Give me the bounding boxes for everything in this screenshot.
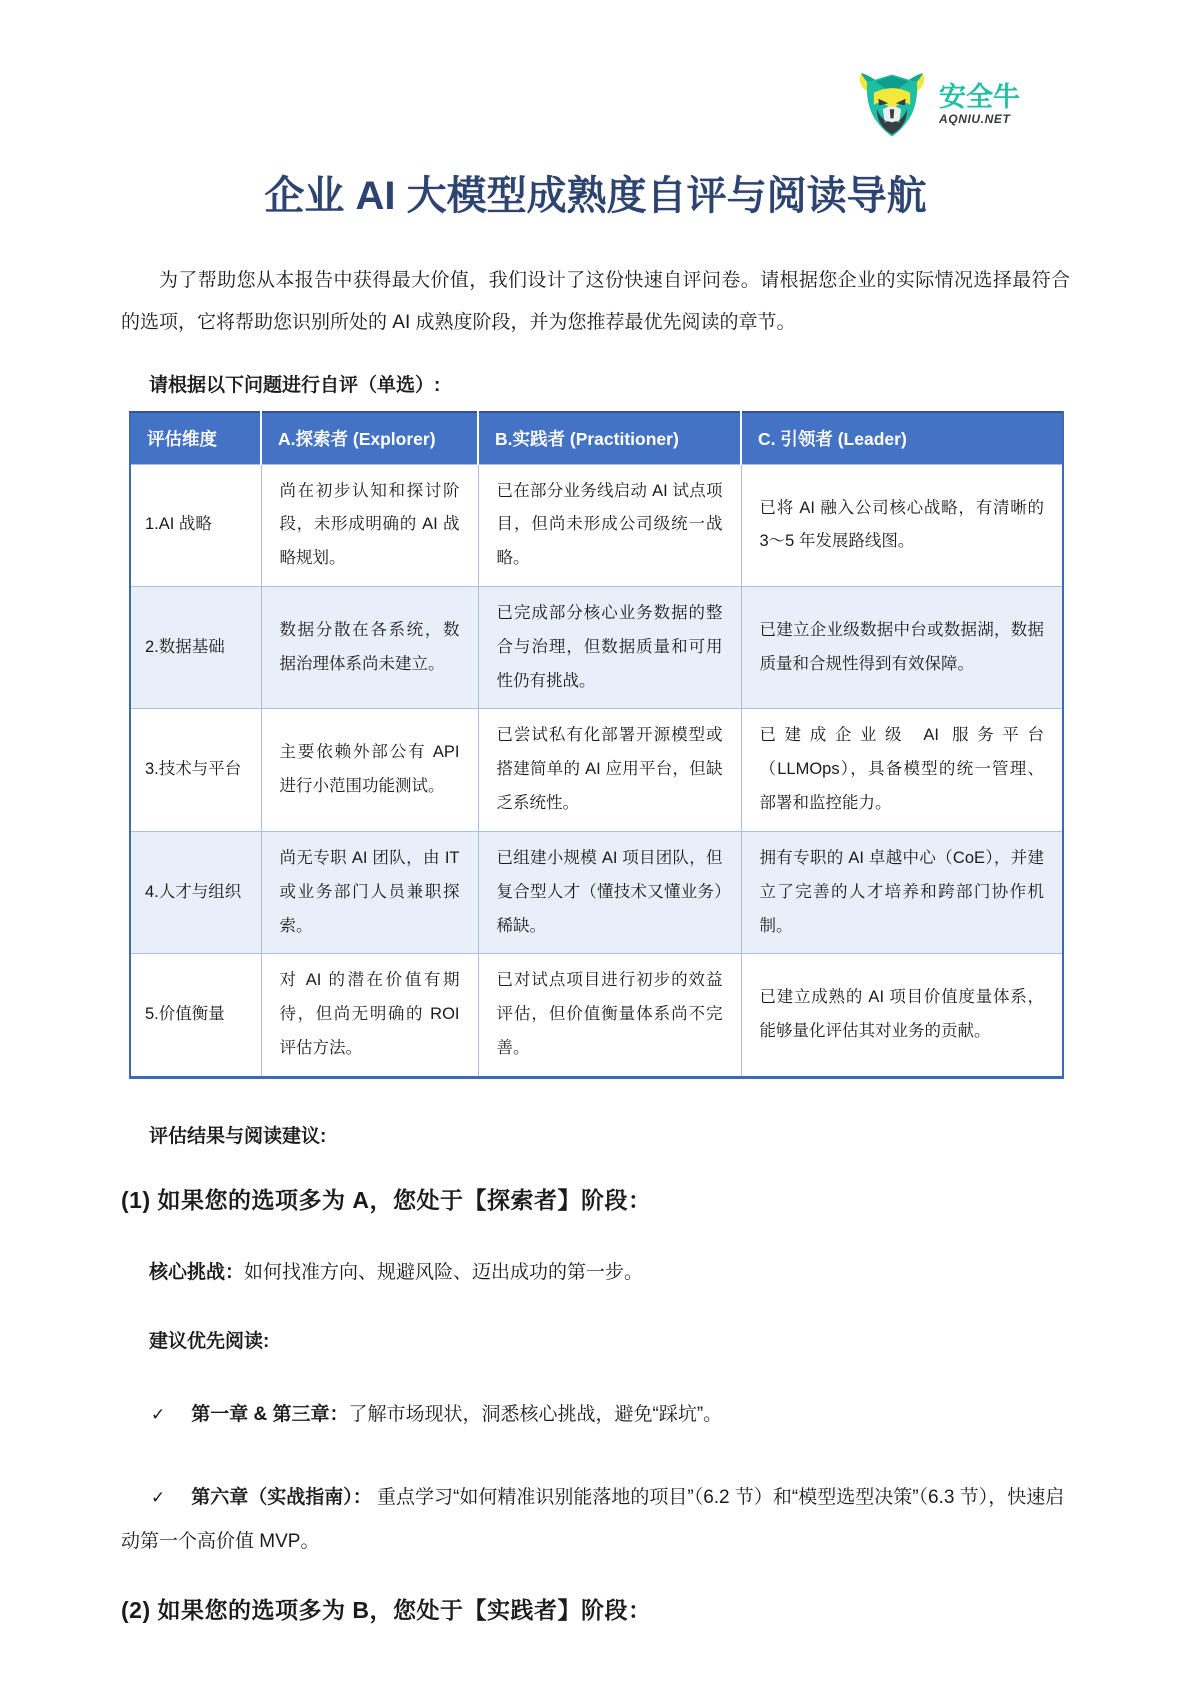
option-b-cell: 已组建小规模 AI 项目团队，但复合型人才（懂技术又懂业务）稀缺。 bbox=[478, 831, 741, 953]
option-b-cell: 已对试点项目进行初步的效益评估，但价值衡量体系尚不完善。 bbox=[478, 954, 741, 1077]
stage-practitioner-heading: (2) 如果您的选项多为 B，您处于【实践者】阶段： bbox=[121, 1596, 652, 1623]
option-c-cell: 已建立企业级数据中台或数据湖，数据质量和合规性得到有效保障。 bbox=[741, 587, 1063, 709]
bullet-1-text: 了解市场现状，洞悉核心挑战，避免“踩坑”。 bbox=[348, 1403, 723, 1425]
core-challenge-line bbox=[149, 1257, 1070, 1284]
aqniu-logo bbox=[854, 70, 1020, 138]
core-challenge-label: 核心挑战： bbox=[149, 1261, 245, 1283]
column-header-leader: C. 引领者 (Leader) bbox=[741, 412, 1063, 465]
option-c-cell: 拥有专职的 AI 卓越中心（CoE），并建立了完善的人才培养和跨部门协作机制。 bbox=[741, 831, 1063, 953]
option-a-cell: 主要依赖外部公有 API 进行小范围功能测试。 bbox=[261, 709, 478, 831]
table-row bbox=[130, 831, 1063, 953]
survey-prompt: 请根据以下问题进行自评（单选）: bbox=[149, 374, 441, 396]
column-header-explorer: A.探索者 (Explorer) bbox=[261, 412, 478, 465]
table-row bbox=[130, 464, 1063, 586]
check-icon: ✓ bbox=[151, 1404, 166, 1424]
results-heading: 评估结果与阅读建议: bbox=[149, 1125, 327, 1147]
option-c-cell: 已建成企业级 AI 服务平台（LLMOps），具备模型的统一管理、部署和监控能力。 bbox=[741, 709, 1063, 831]
intro-paragraph: 为了帮助您从本报告中获得最大价值，我们设计了这份快速自评问卷。请根据您企业的实际情况选择最符合的选项，它将帮助您识别所处的 AI 成熟度阶段，并为您推荐最优先阅读的章节。 bbox=[121, 270, 1070, 333]
dimension-cell: 4.人才与组织 bbox=[130, 831, 261, 953]
core-challenge-text: 如何找准方向、规避风险、迈出成功的第一步。 bbox=[244, 1261, 644, 1283]
option-a-cell: 数据分散在各系统，数据治理体系尚未建立。 bbox=[261, 587, 478, 709]
reading-bullet-1 bbox=[121, 1393, 1070, 1437]
page-title: 企业 AI 大模型成熟度自评与阅读导航 bbox=[264, 174, 927, 218]
option-a-cell: 对 AI 的潜在价值有期待，但尚无明确的 ROI 评估方法。 bbox=[261, 954, 478, 1077]
stage-explorer-heading: (1) 如果您的选项多为 A，您处于【探索者】阶段： bbox=[121, 1186, 652, 1213]
option-b-cell: 已尝试私有化部署开源模型或搭建简单的 AI 应用平台，但缺乏系统性。 bbox=[478, 709, 741, 831]
option-a-cell: 尚在初步认知和探讨阶段，未形成明确的 AI 战略规划。 bbox=[261, 464, 478, 586]
bullet-1-chapters: 第一章 & 第三章： bbox=[191, 1403, 349, 1425]
table-row bbox=[130, 587, 1063, 709]
column-header-practitioner: B.实践者 (Practitioner) bbox=[478, 412, 741, 465]
bullet-2-text: 重点学习“如何精准识别能落地的项目”（6.2 节）和“模型选型决策”（6.3 节），快速启动第一个高价值 MVP。 bbox=[121, 1487, 1065, 1553]
assessment-table-header bbox=[130, 412, 1063, 465]
table-row bbox=[130, 709, 1063, 831]
brand-name: 安全牛 bbox=[939, 81, 1020, 112]
option-b-cell: 已在部分业务线启动 AI 试点项目，但尚未形成公司级统一战略。 bbox=[478, 464, 741, 586]
option-c-cell: 已将 AI 融入公司核心战略，有清晰的 3～5 年发展路线图。 bbox=[741, 464, 1063, 586]
reading-recommendation-label: 建议优先阅读: bbox=[149, 1330, 270, 1352]
check-icon: ✓ bbox=[151, 1488, 166, 1508]
table-row bbox=[130, 954, 1063, 1077]
bullet-2-chapters: 第六章（实战指南）： bbox=[191, 1487, 372, 1509]
dimension-cell: 3.技术与平台 bbox=[130, 709, 261, 831]
dimension-cell: 1.AI 战略 bbox=[130, 464, 261, 586]
reading-bullet-2 bbox=[121, 1476, 1070, 1563]
bull-shield-icon bbox=[854, 70, 930, 138]
brand-domain: AQNIU.NET bbox=[939, 111, 1011, 126]
dimension-cell: 5.价值衡量 bbox=[130, 954, 261, 1077]
option-b-cell: 已完成部分核心业务数据的整合与治理，但数据质量和可用性仍有挑战。 bbox=[478, 587, 741, 709]
dimension-cell: 2.数据基础 bbox=[130, 587, 261, 709]
option-c-cell: 已建立成熟的 AI 项目价值度量体系，能够量化评估其对业务的贡献。 bbox=[741, 954, 1063, 1077]
option-a-cell: 尚无专职 AI 团队，由 IT 或业务部门人员兼职探索。 bbox=[261, 831, 478, 953]
column-header-dimension: 评估维度 bbox=[130, 412, 261, 465]
assessment-table bbox=[129, 411, 1064, 1079]
